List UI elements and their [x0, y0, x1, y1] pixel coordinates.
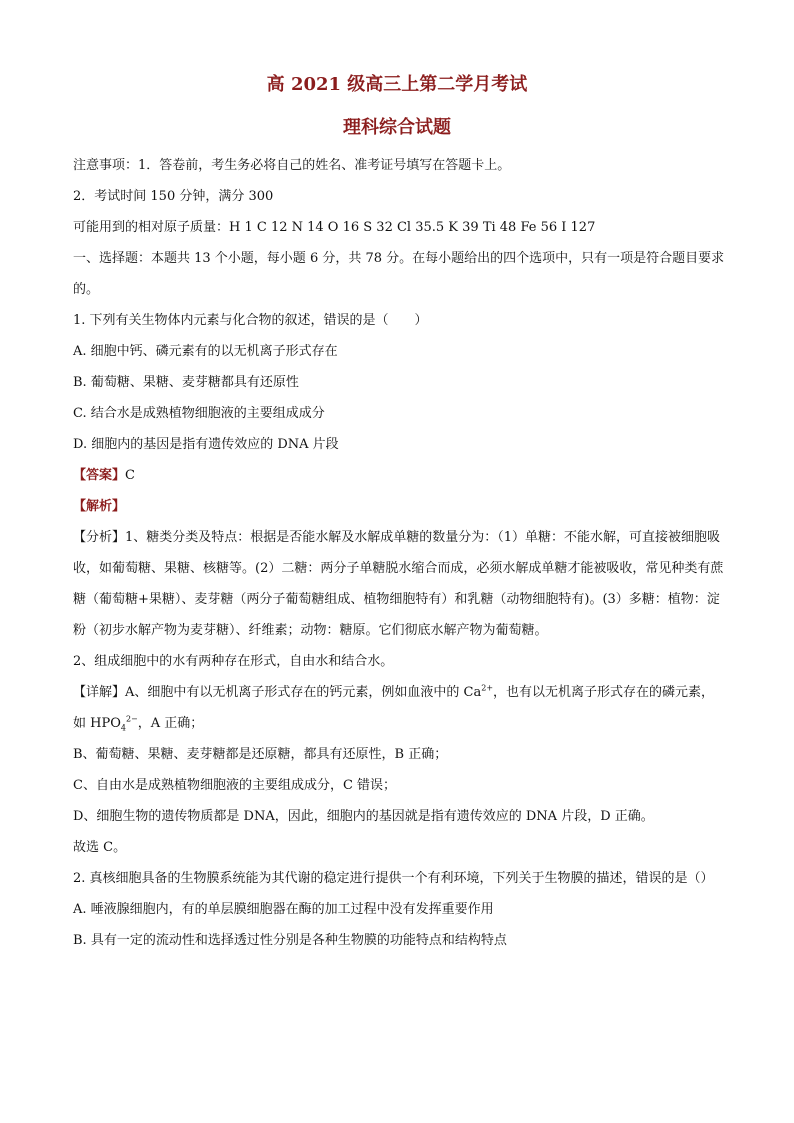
- xiangjie-b: B、葡萄糖、果糖、麦芽糖都是还原糖，都具有还原性，B 正确；: [73, 747, 448, 762]
- hpo-charge: 2−: [125, 714, 138, 724]
- fenxi-text: 1、糖类分类及特点：根据是否能水解及水解成单糖的数量分为：（1）单糖：不能水解，可直接被细胞吸收，如葡萄糖、果糖、核糖等。(2）二糖：两分子单糖脱水缩合而成，必须水解成单糖才能被吸收，常见种类有蔗糖（葡萄糖+果糖）、麦芽糖（两分子葡萄糖组成、植物细胞特有）和乳糖（动物细胞特有)。(3）多糖：植物：淀粉（初步水解产物为麦芽糖）、纤维素；动物：糖原。它们彻底水解产物为葡萄糖。: [73, 530, 724, 638]
- question-1-option-d: D. 细胞内的基因是指有遗传效应的 DNA 片段: [73, 437, 339, 452]
- question-1-option-a: A. 细胞中钙、磷元素有的以无机离子形式存在: [73, 344, 338, 359]
- analysis-label: 【解析】: [73, 499, 126, 514]
- question-2-option-a: A. 唾液腺细胞内，有的单层膜细胞器在酶的加工过程中没有发挥重要作用: [73, 902, 494, 917]
- fenxi-paragraph: [73, 522, 725, 646]
- xiangjie-a-part-1: A、细胞中有以无机离子形式存在的钙元素，例如血液中的 Ca: [125, 685, 482, 700]
- conclusion: 故选 C。: [73, 840, 127, 855]
- xiangjie-a-part-3: ，A 正确；: [137, 716, 204, 731]
- water-forms-point: 2、组成细胞中的水有两种存在形式，自由水和结合水。: [73, 654, 394, 669]
- xiangjie-a-part-2: ，也有以无机离子形式存在的磷元素，如 HPO: [73, 685, 715, 731]
- answer-value: C: [125, 468, 135, 483]
- xiangjie-a: [73, 677, 725, 739]
- atomic-masses: 可能用到的相对原子质量：H 1 C 12 N 14 O 16 S 32 Cl 35.5 K 39 Ti 48 Fe 56 I 127: [73, 220, 596, 235]
- analysis-heading: [73, 491, 725, 522]
- fenxi-label: 【分析】: [73, 530, 126, 545]
- ca-charge: 2+: [481, 683, 494, 693]
- answer-line: [73, 460, 725, 491]
- xiangjie-label: 【详解】: [73, 685, 126, 700]
- question-1-option-b: B. 葡萄糖、果糖、麦芽糖都具有还原性: [73, 375, 299, 390]
- section-heading: 一、选择题：本题共 13 个小题，每小题 6 分，共 78 分。在每小题给出的四个选项中，只有一项是符合题目要求的。: [73, 251, 725, 297]
- exam-title: 高 2021 级高三上第二学月考试: [266, 74, 528, 95]
- document-body: [73, 150, 725, 956]
- exam-subtitle: 理科综合试题: [343, 117, 451, 138]
- hpo-subscript: 4: [120, 723, 126, 733]
- notes-line-1: 注意事项：1．答卷前，考生务必将自己的姓名、准考证号填写在答题卡上。: [73, 158, 511, 173]
- question-2-option-b: B. 具有一定的流动性和选择透过性分别是各种生物膜的功能特点和结构特点: [73, 933, 507, 948]
- xiangjie-c: C、自由水是成熟植物细胞液的主要组成成分，C 错误；: [73, 778, 397, 793]
- question-1-stem: 1. 下列有关生物体内元素与化合物的叙述，错误的是（ ）: [73, 313, 428, 328]
- answer-label: 【答案】: [73, 468, 126, 483]
- question-2-stem: 2. 真核细胞具备的生物膜系统能为其代谢的稳定进行提供一个有利环境，下列关于生物膜的描述，错误的是（）: [73, 871, 714, 886]
- question-1-option-c: C. 结合水是成熟植物细胞液的主要组成成分: [73, 406, 325, 421]
- notes-line-2: 2．考试时间 150 分钟，满分 300: [73, 189, 274, 204]
- xiangjie-d: D、细胞生物的遗传物质都是 DNA，因此，细胞内的基因就是指有遗传效应的 DNA 片段，D 正确。: [73, 809, 654, 824]
